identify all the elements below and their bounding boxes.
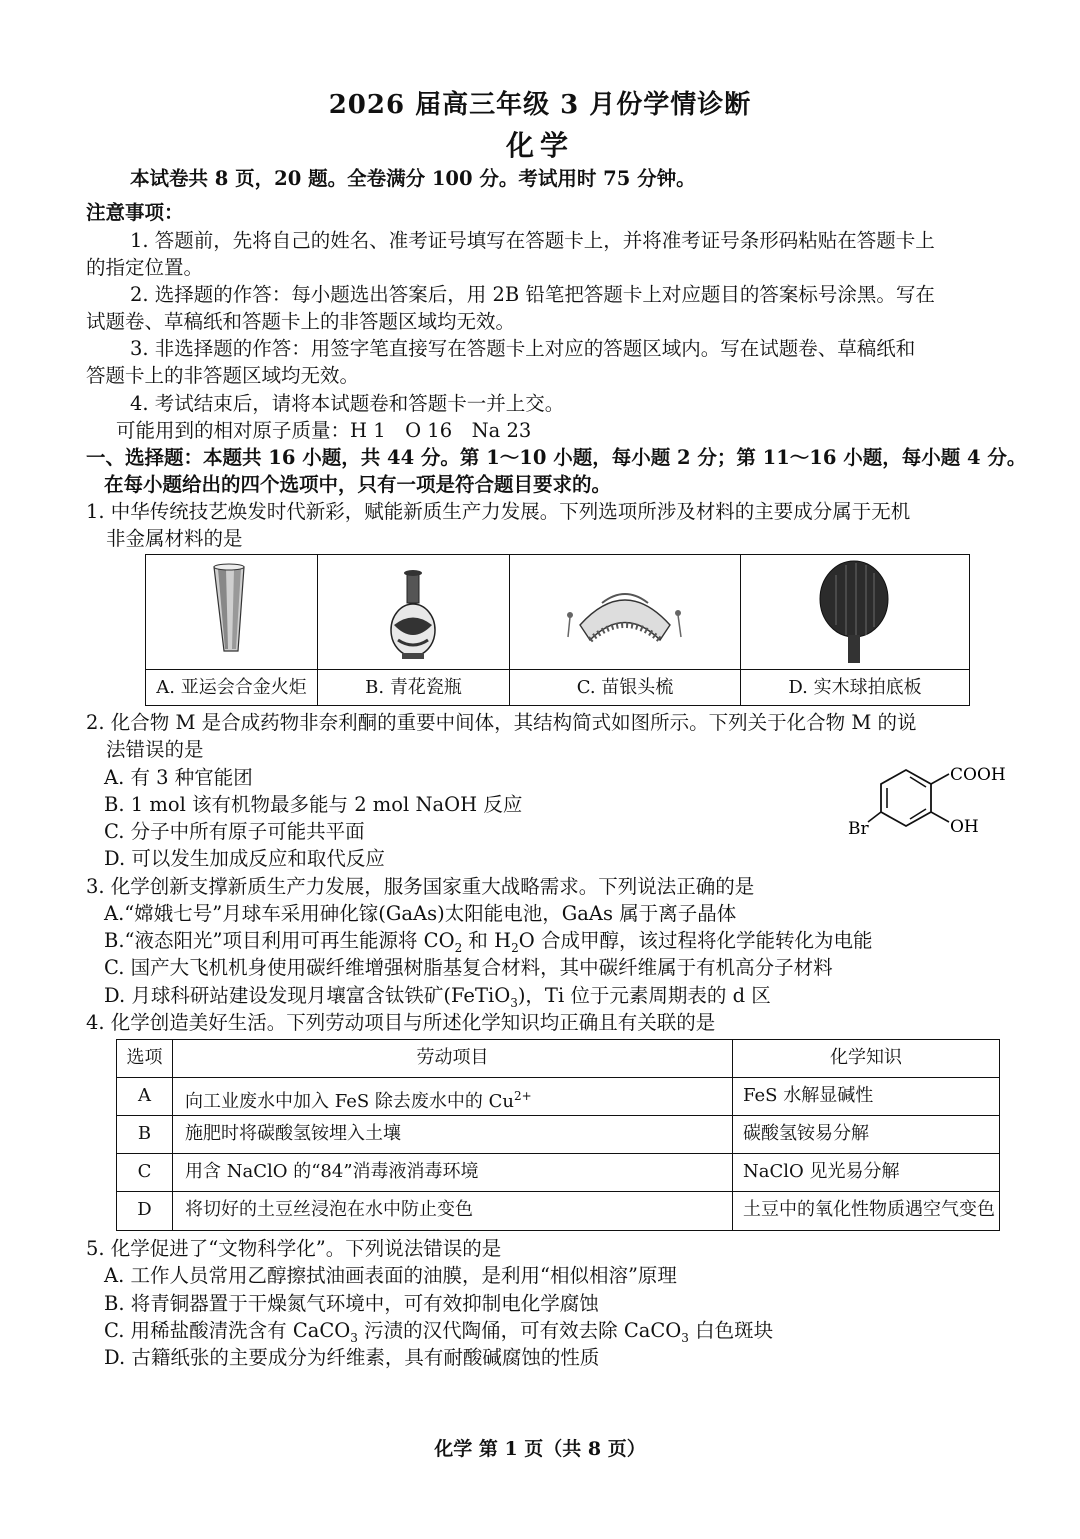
vase-image (318, 555, 509, 670)
compound-m-structure (846, 760, 1016, 845)
question-2-option-a: A. 有 3 种官能团 (104, 766, 253, 789)
question-1-image-table (145, 554, 970, 706)
page-title: 2026 届高三年级 3 月份学情诊断 (328, 90, 752, 120)
table-row (117, 1154, 999, 1192)
table-cell: 施肥时将碳酸氢铵埋入土壤 (173, 1116, 733, 1153)
question-5-option-a: A. 工作人员常用乙醇擦拭油画表面的油膜，是利用“相似相溶”原理 (104, 1264, 677, 1287)
table-row (117, 1192, 999, 1230)
oh-label: OH (950, 817, 979, 837)
table-cell: 向工业废水中加入 FeS 除去废水中的 $Cu^{2+}$ (173, 1078, 733, 1115)
question-2-option-d: D. 可以发生加成反应和取代反应 (104, 847, 385, 870)
option-c-label: C. 苗银头梳 (510, 669, 740, 705)
table-cell: 土豆中的氧化性物质遇空气变色 (743, 1199, 995, 1220)
header-cell: 选项 (117, 1040, 173, 1077)
exam-info: 本试卷共 8 页，20 题。全卷满分 100 分。考试用时 75 分钟。 (130, 167, 696, 190)
question-4-stem: 4. 化学创造美好生活。下列劳动项目与所述化学知识均正确且有关联的是 (86, 1011, 716, 1034)
table-cell: D (117, 1192, 173, 1230)
question-2-stem-cont: 法错误的是 (106, 738, 204, 761)
question-3-stem: 3. 化学创新支撑新质生产力发展，服务国家重大战略需求。下列说法正确的是 (86, 875, 755, 898)
notice-line: 3. 非选择题的作答：用签字笔直接写在答题卡上对应的答题区域内。写在试题卷、草稿纸和 (130, 337, 916, 360)
header-cell: 化学知识 (830, 1047, 902, 1068)
option-c-cell (510, 555, 741, 705)
notice-heading: 注意事项： (86, 201, 184, 224)
page-footer: 化学 第 1 页（共 8 页） (434, 1438, 646, 1460)
question-1-stem: 1. 中华传统技艺焕发时代新彩，赋能新质生产力发展。下列选项所涉及材料的主要成分属于无机 (86, 500, 911, 523)
question-3-option-a: A.“嫦娥七号”月球车采用砷化镓(GaAs)太阳能电池，GaAs 属于离子晶体 (104, 902, 737, 925)
table-header-row (117, 1040, 999, 1078)
question-5-stem: 5. 化学促进了“文物科学化”。下列说法错误的是 (86, 1237, 502, 1260)
torch-image (146, 555, 317, 670)
header-cell: 劳动项目 (173, 1040, 733, 1077)
question-3-option-b: B.“液态阳光”项目利用可再生能源将 $CO_2$ 和 $H_2O$ 合成甲醇，该过程将化学能转化为电能 (104, 929, 873, 955)
section-heading: 一、选择题：本题共 16 小题，共 44 分。第 1～10 小题，每小题 2 分；第 11～16 小题，每小题 4 分。 (86, 446, 1027, 469)
notice-line: 的指定位置。 (86, 256, 204, 279)
table-cell: A (117, 1078, 173, 1115)
comb-image (510, 555, 740, 670)
option-a-label: A. 亚运会合金火炬 (146, 669, 317, 705)
subject-title: 化学 (505, 129, 574, 162)
option-a-cell (146, 555, 318, 705)
notice-line: 2. 选择题的作答：每小题选出答案后，用 2B 铅笔把答题卡上对应题目的答案标号涂黑。写在 (130, 283, 935, 306)
question-2-option-c: C. 分子中所有原子可能共平面 (104, 820, 365, 843)
notice-line: 试题卷、草稿纸和答题卡上的非答题区域均无效。 (86, 310, 516, 333)
table-cell: C (117, 1154, 173, 1191)
option-b-cell (318, 555, 510, 705)
section-instruction: 在每小题给出的四个选项中，只有一项是符合题目要求的。 (104, 473, 612, 496)
table-row (117, 1078, 999, 1116)
question-5-option-c: C. 用稀盐酸清洗含有 CaCO$_3$ 污渍的汉代陶俑，可有效去除 CaCO$_3$ 白色斑块 (104, 1319, 774, 1345)
cooh-label: COOH (950, 765, 1006, 785)
table-cell: NaClO 见光易分解 (743, 1161, 900, 1182)
notice-line: 1. 答题前，先将自己的姓名、准考证号填写在答题卡上，并将准考证号条形码粘贴在答题卡上 (130, 229, 935, 252)
question-2-stem: 2. 化合物 M 是合成药物非奈利酮的重要中间体，其结构简式如图所示。下列关于化合物 M 的说 (86, 711, 917, 734)
question-4-table (116, 1039, 1000, 1231)
question-5-option-d: D. 古籍纸张的主要成分为纤维素，具有耐酸碱腐蚀的性质 (104, 1346, 600, 1369)
br-label: Br (848, 819, 869, 839)
paddle-image (741, 555, 969, 670)
atomic-mass: 可能用到的相对原子质量：H 1 O 16 Na 23 (116, 419, 532, 442)
question-3-option-d: D. 月球科研站建设发现月壤富含钛铁矿(FeTiO$_3$)，Ti 位于元素周期表的 d 区 (104, 984, 771, 1010)
question-1-stem-cont: 非金属材料的是 (106, 527, 243, 550)
option-d-label: D. 实木球拍底板 (741, 669, 969, 705)
question-3-option-c: C. 国产大飞机机身使用碳纤维增强树脂基复合材料，其中碳纤维属于有机高分子材料 (104, 956, 833, 979)
table-cell: FeS 水解显碱性 (743, 1085, 874, 1106)
table-cell: 碳酸氢铵易分解 (743, 1123, 869, 1144)
table-row (117, 1116, 999, 1154)
question-2-option-b: B. 1 mol 该有机物最多能与 2 mol NaOH 反应 (104, 793, 523, 816)
option-d-cell (741, 555, 969, 705)
table-cell: 用含 NaClO 的“84”消毒液消毒环境 (173, 1154, 733, 1191)
question-5-option-b: B. 将青铜器置于干燥氮气环境中，可有效抑制电化学腐蚀 (104, 1292, 599, 1315)
notice-line: 答题卡上的非答题区域均无效。 (86, 364, 360, 387)
table-cell: 将切好的土豆丝浸泡在水中防止变色 (173, 1192, 733, 1230)
option-b-label: B. 青花瓷瓶 (318, 669, 509, 705)
table-cell: B (117, 1116, 173, 1153)
notice-line: 4. 考试结束后，请将本试题卷和答题卡一并上交。 (130, 392, 565, 415)
